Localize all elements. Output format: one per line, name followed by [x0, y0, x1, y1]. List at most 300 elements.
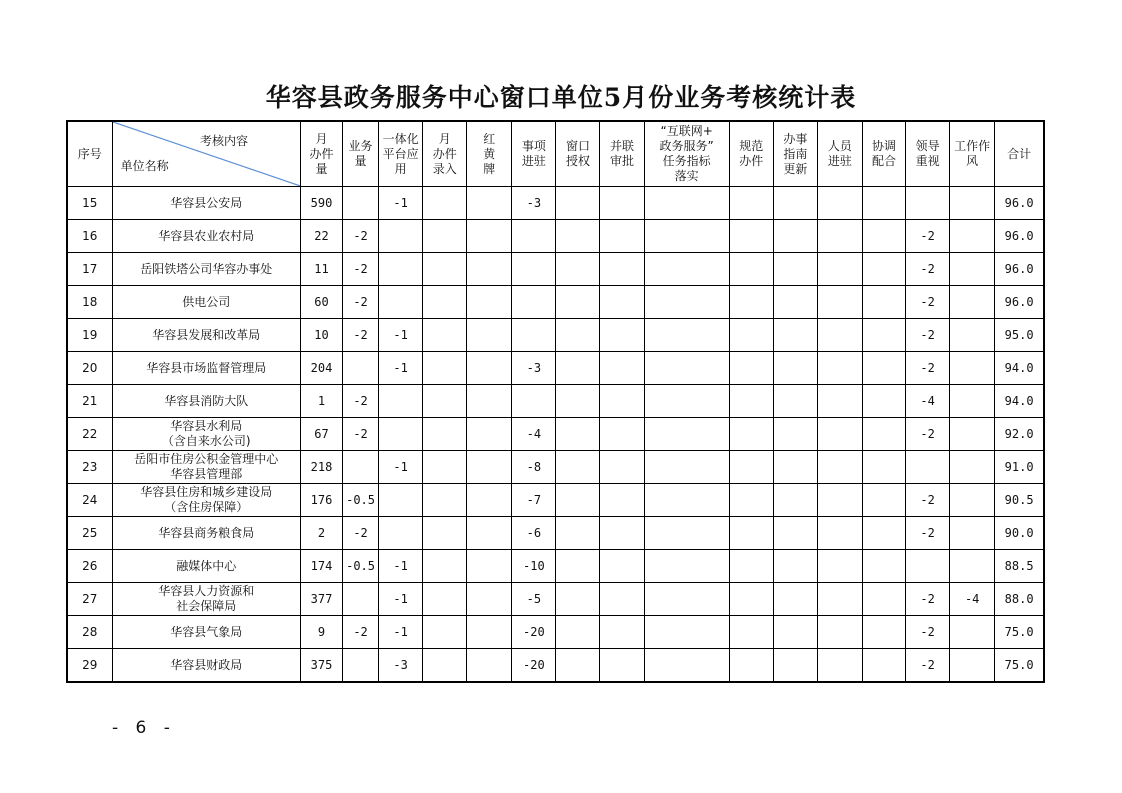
table-row — [67, 220, 1044, 253]
cell-col-15: 96.0 — [995, 286, 1044, 319]
header-col-line: 黄 — [483, 146, 496, 161]
cell-col-9 — [729, 484, 773, 517]
cell-col-1: -2 — [343, 220, 379, 253]
header-col-line: 风 — [966, 154, 979, 168]
cell-col-12 — [862, 385, 905, 418]
header-assessment-content: 考核内容 — [199, 134, 248, 148]
row-unit-name — [112, 649, 300, 683]
cell-col-1: -2 — [343, 385, 379, 418]
cell-col-12 — [862, 649, 905, 683]
row-unit-name — [112, 220, 300, 253]
cell-col-14 — [950, 550, 995, 583]
cell-col-12 — [862, 286, 905, 319]
header-col-4 — [467, 121, 512, 187]
table-row — [67, 649, 1044, 683]
cell-col-15: 96.0 — [995, 253, 1044, 286]
header-col-line: 规范 — [739, 139, 764, 153]
unit-name-line: 华容县商务粮食局 — [158, 525, 255, 540]
table-row — [67, 484, 1044, 517]
cell-col-2 — [379, 418, 423, 451]
cell-col-10 — [773, 220, 817, 253]
header-col-9 — [729, 121, 773, 187]
cell-col-0: 590 — [300, 187, 342, 220]
cell-col-4 — [467, 319, 512, 352]
cell-col-8 — [644, 220, 729, 253]
cell-col-12 — [862, 352, 905, 385]
cell-col-10 — [773, 418, 817, 451]
cell-col-0: 67 — [300, 418, 342, 451]
cell-col-14 — [950, 418, 995, 451]
header-col-line: 用 — [394, 161, 407, 176]
header-col-line: 红 — [483, 131, 496, 146]
header-col-2 — [379, 121, 423, 187]
cell-col-6 — [556, 517, 600, 550]
cell-col-14 — [950, 352, 995, 385]
cell-col-11 — [817, 253, 862, 286]
cell-col-7 — [600, 385, 644, 418]
cell-col-3 — [423, 253, 467, 286]
cell-col-10 — [773, 286, 817, 319]
header-col-line: 窗口 — [565, 139, 590, 153]
unit-name-line: 华容县消防大队 — [164, 393, 249, 408]
header-col-line: 一体化 — [382, 131, 419, 146]
cell-col-9 — [729, 418, 773, 451]
cell-col-10 — [773, 352, 817, 385]
cell-col-6 — [556, 418, 600, 451]
row-unit-name — [112, 418, 300, 451]
cell-col-15: 75.0 — [995, 616, 1044, 649]
header-col-line: 指南 — [783, 146, 808, 161]
row-seq: 23 — [67, 451, 112, 484]
cell-col-9 — [729, 583, 773, 616]
cell-col-13: -2 — [906, 616, 950, 649]
cell-col-7 — [600, 220, 644, 253]
header-col-7 — [600, 121, 644, 187]
cell-col-0: 1 — [300, 385, 342, 418]
cell-col-15: 92.0 — [995, 418, 1044, 451]
cell-col-5: -3 — [512, 352, 556, 385]
cell-col-12 — [862, 187, 905, 220]
cell-col-3 — [423, 220, 467, 253]
cell-col-9 — [729, 286, 773, 319]
table-row — [67, 451, 1044, 484]
cell-col-8 — [644, 583, 729, 616]
row-seq: 21 — [67, 385, 112, 418]
cell-col-13: -2 — [906, 253, 950, 286]
header-col-11 — [817, 121, 862, 187]
cell-col-6 — [556, 484, 600, 517]
cell-col-3 — [423, 418, 467, 451]
cell-col-6 — [556, 286, 600, 319]
cell-col-3 — [423, 286, 467, 319]
cell-col-13: -2 — [906, 286, 950, 319]
cell-col-12 — [862, 484, 905, 517]
cell-col-5 — [512, 286, 556, 319]
table-row — [67, 286, 1044, 319]
cell-col-15: 75.0 — [995, 649, 1044, 683]
cell-col-15: 88.0 — [995, 583, 1044, 616]
cell-col-0: 9 — [300, 616, 342, 649]
cell-col-8 — [644, 385, 729, 418]
unit-name-line: 华容县水利局 — [170, 419, 243, 433]
unit-name-line: 华容县公安局 — [170, 195, 243, 210]
cell-col-10 — [773, 484, 817, 517]
row-seq: 26 — [67, 550, 112, 583]
cell-col-7 — [600, 517, 644, 550]
cell-col-11 — [817, 649, 862, 683]
cell-col-6 — [556, 583, 600, 616]
cell-col-11 — [817, 220, 862, 253]
unit-name-line: 华容县气象局 — [170, 624, 243, 639]
cell-col-5: -3 — [512, 187, 556, 220]
row-unit-name — [112, 484, 300, 517]
cell-col-4 — [467, 385, 512, 418]
cell-col-13: -2 — [906, 517, 950, 550]
cell-col-8 — [644, 517, 729, 550]
row-unit-name — [112, 253, 300, 286]
cell-col-8 — [644, 649, 729, 683]
cell-col-4 — [467, 253, 512, 286]
cell-col-6 — [556, 220, 600, 253]
row-seq: 18 — [67, 286, 112, 319]
cell-col-5: -20 — [512, 649, 556, 683]
cell-col-12 — [862, 418, 905, 451]
cell-col-1 — [343, 352, 379, 385]
cell-col-0: 2 — [300, 517, 342, 550]
cell-col-4 — [467, 517, 512, 550]
row-seq: 16 — [67, 220, 112, 253]
cell-col-4 — [467, 187, 512, 220]
cell-col-3 — [423, 616, 467, 649]
cell-col-1: -0.5 — [343, 550, 379, 583]
cell-col-5 — [512, 220, 556, 253]
cell-col-0: 174 — [300, 550, 342, 583]
cell-col-4 — [467, 418, 512, 451]
table-row — [67, 517, 1044, 550]
cell-col-6 — [556, 550, 600, 583]
header-col-line: 进驻 — [827, 154, 852, 168]
table-row — [67, 550, 1044, 583]
cell-col-9 — [729, 352, 773, 385]
header-col-3 — [423, 121, 467, 187]
cell-col-14 — [950, 484, 995, 517]
cell-col-3 — [423, 352, 467, 385]
cell-col-15: 91.0 — [995, 451, 1044, 484]
header-col-14 — [950, 121, 995, 187]
cell-col-14 — [950, 385, 995, 418]
unit-name-line: 华容县市场监督管理局 — [146, 360, 267, 375]
cell-col-2: -1 — [379, 550, 423, 583]
cell-col-14: -4 — [950, 583, 995, 616]
cell-col-10 — [773, 253, 817, 286]
header-col-6 — [556, 121, 600, 187]
unit-name-line: 华容县人力资源和 — [158, 584, 255, 598]
page-title: 华容县政务服务中心窗口单位5月份业务考核统计表 — [265, 83, 857, 112]
cell-col-1 — [343, 451, 379, 484]
cell-col-8 — [644, 187, 729, 220]
header-seq: 序号 — [67, 121, 112, 187]
cell-col-6 — [556, 616, 600, 649]
cell-col-5: -5 — [512, 583, 556, 616]
assessment-table — [66, 120, 1045, 683]
cell-col-8 — [644, 319, 729, 352]
unit-name-line: 华容县管理部 — [170, 467, 243, 481]
cell-col-10 — [773, 649, 817, 683]
header-col-line: 人员 — [827, 139, 852, 153]
cell-col-8 — [644, 484, 729, 517]
row-unit-name — [112, 352, 300, 385]
cell-col-8 — [644, 418, 729, 451]
cell-col-13: -2 — [906, 352, 950, 385]
table-body — [67, 187, 1044, 683]
cell-col-6 — [556, 451, 600, 484]
row-unit-name — [112, 451, 300, 484]
header-col-line: 工作作 — [954, 139, 991, 153]
cell-col-11 — [817, 550, 862, 583]
cell-col-7 — [600, 418, 644, 451]
cell-col-4 — [467, 484, 512, 517]
diagonal-line — [113, 122, 300, 186]
cell-col-2 — [379, 385, 423, 418]
header-col-8 — [644, 121, 729, 187]
cell-col-9 — [729, 451, 773, 484]
cell-col-15: 96.0 — [995, 187, 1044, 220]
cell-col-5 — [512, 253, 556, 286]
cell-col-4 — [467, 286, 512, 319]
header-col-line: 政务服务” — [659, 139, 714, 153]
header-col-line: 办件 — [739, 154, 764, 168]
header-col-line: 业务 — [348, 139, 373, 153]
cell-col-2 — [379, 286, 423, 319]
cell-col-7 — [600, 649, 644, 683]
row-seq: 27 — [67, 583, 112, 616]
cell-col-1: -2 — [343, 418, 379, 451]
header-col-line: 并联 — [610, 139, 635, 153]
cell-col-13: -2 — [906, 484, 950, 517]
header-col-line: 落实 — [674, 169, 699, 183]
cell-col-15: 95.0 — [995, 319, 1044, 352]
cell-col-10 — [773, 385, 817, 418]
unit-name-line: 华容县财政局 — [170, 657, 243, 672]
header-col-line: 量 — [354, 154, 367, 168]
cell-col-6 — [556, 187, 600, 220]
row-unit-name — [112, 583, 300, 616]
header-col-line: 平台应 — [382, 146, 419, 161]
cell-col-4 — [467, 616, 512, 649]
cell-col-7 — [600, 286, 644, 319]
cell-col-13 — [906, 187, 950, 220]
row-seq: 28 — [67, 616, 112, 649]
unit-name-line: （含自来水公司) — [161, 434, 251, 448]
cell-col-11 — [817, 583, 862, 616]
unit-name-line: 华容县发展和改革局 — [152, 327, 261, 342]
header-col-line: 进驻 — [521, 154, 546, 168]
cell-col-10 — [773, 517, 817, 550]
cell-col-12 — [862, 616, 905, 649]
cell-col-7 — [600, 451, 644, 484]
cell-col-12 — [862, 550, 905, 583]
cell-col-1 — [343, 649, 379, 683]
row-unit-name — [112, 187, 300, 220]
cell-col-10 — [773, 616, 817, 649]
header-diagonal-cell — [112, 121, 300, 187]
cell-col-8 — [644, 352, 729, 385]
cell-col-13: -4 — [906, 385, 950, 418]
cell-col-9 — [729, 649, 773, 683]
cell-col-7 — [600, 616, 644, 649]
cell-col-11 — [817, 517, 862, 550]
table-row — [67, 253, 1044, 286]
cell-col-11 — [817, 484, 862, 517]
cell-col-4 — [467, 649, 512, 683]
unit-name-line: 岳阳市住房公积金管理中心 — [134, 452, 279, 466]
header-col-line: 更新 — [783, 161, 808, 176]
unit-name-line: 社会保障局 — [176, 599, 237, 613]
row-unit-name — [112, 616, 300, 649]
cell-col-15: 94.0 — [995, 352, 1044, 385]
cell-col-9 — [729, 517, 773, 550]
cell-col-9 — [729, 616, 773, 649]
cell-col-0: 375 — [300, 649, 342, 683]
cell-col-7 — [600, 187, 644, 220]
cell-col-0: 176 — [300, 484, 342, 517]
cell-col-15: 96.0 — [995, 220, 1044, 253]
cell-col-1: -2 — [343, 286, 379, 319]
row-seq: 19 — [67, 319, 112, 352]
cell-col-0: 377 — [300, 583, 342, 616]
unit-name-line: 岳阳铁塔公司华容办事处 — [140, 261, 273, 276]
cell-col-7 — [600, 550, 644, 583]
cell-col-2: -1 — [379, 583, 423, 616]
header-col-10 — [773, 121, 817, 187]
cell-col-13 — [906, 451, 950, 484]
cell-col-3 — [423, 451, 467, 484]
cell-col-1 — [343, 583, 379, 616]
page-number: - 6 - — [112, 718, 176, 738]
cell-col-0: 60 — [300, 286, 342, 319]
header-col-line: 办件 — [309, 146, 334, 161]
cell-col-15: 90.0 — [995, 517, 1044, 550]
cell-col-5: -20 — [512, 616, 556, 649]
cell-col-12 — [862, 253, 905, 286]
header-col-line: 录入 — [432, 161, 457, 176]
cell-col-2: -1 — [379, 319, 423, 352]
cell-col-7 — [600, 352, 644, 385]
cell-col-9 — [729, 220, 773, 253]
cell-col-5 — [512, 319, 556, 352]
cell-col-6 — [556, 649, 600, 683]
cell-col-14 — [950, 253, 995, 286]
cell-col-3 — [423, 187, 467, 220]
header-col-0 — [300, 121, 342, 187]
unit-name-line: 华容县农业农村局 — [158, 228, 255, 243]
table-row — [67, 418, 1044, 451]
header-col-line: 办件 — [432, 146, 457, 161]
cell-col-1: -2 — [343, 616, 379, 649]
row-seq: 22 — [67, 418, 112, 451]
header-col-13 — [906, 121, 950, 187]
cell-col-12 — [862, 451, 905, 484]
cell-col-15: 88.5 — [995, 550, 1044, 583]
header-col-line: 月 — [315, 131, 328, 146]
row-seq: 29 — [67, 649, 112, 683]
cell-col-3 — [423, 550, 467, 583]
cell-col-0: 22 — [300, 220, 342, 253]
cell-col-8 — [644, 253, 729, 286]
table-header-row — [67, 121, 1044, 187]
header-col-line: 领导 — [915, 139, 940, 153]
header-col-line: 配合 — [872, 154, 897, 168]
cell-col-8 — [644, 451, 729, 484]
header-col-line: 月 — [438, 131, 451, 146]
cell-col-5: -6 — [512, 517, 556, 550]
cell-col-0: 204 — [300, 352, 342, 385]
cell-col-7 — [600, 484, 644, 517]
header-col-line: 合计 — [1007, 146, 1032, 161]
cell-col-11 — [817, 385, 862, 418]
cell-col-13: -2 — [906, 220, 950, 253]
cell-col-12 — [862, 517, 905, 550]
cell-col-5: -7 — [512, 484, 556, 517]
cell-col-14 — [950, 319, 995, 352]
cell-col-4 — [467, 550, 512, 583]
header-col-line: 协调 — [872, 139, 897, 153]
cell-col-5: -10 — [512, 550, 556, 583]
cell-col-5: -4 — [512, 418, 556, 451]
cell-col-4 — [467, 451, 512, 484]
cell-col-14 — [950, 649, 995, 683]
cell-col-12 — [862, 220, 905, 253]
unit-name-line: （含住房保障） — [164, 500, 249, 514]
cell-col-6 — [556, 385, 600, 418]
cell-col-13: -2 — [906, 418, 950, 451]
header-col-5 — [512, 121, 556, 187]
row-seq: 25 — [67, 517, 112, 550]
cell-col-1 — [343, 187, 379, 220]
cell-col-9 — [729, 319, 773, 352]
cell-col-0: 11 — [300, 253, 342, 286]
cell-col-6 — [556, 253, 600, 286]
cell-col-4 — [467, 583, 512, 616]
cell-col-11 — [817, 418, 862, 451]
cell-col-13: -2 — [906, 583, 950, 616]
cell-col-9 — [729, 550, 773, 583]
header-col-line: 量 — [315, 161, 328, 176]
cell-col-2 — [379, 484, 423, 517]
unit-name-line: 华容县住房和城乡建设局 — [140, 485, 273, 499]
cell-col-3 — [423, 319, 467, 352]
row-unit-name — [112, 385, 300, 418]
cell-col-7 — [600, 319, 644, 352]
header-col-line: 任务指标 — [662, 154, 711, 168]
cell-col-2: -1 — [379, 187, 423, 220]
cell-col-13: -2 — [906, 649, 950, 683]
cell-col-9 — [729, 187, 773, 220]
table-row — [67, 385, 1044, 418]
row-seq: 17 — [67, 253, 112, 286]
cell-col-15: 94.0 — [995, 385, 1044, 418]
header-col-15 — [995, 121, 1044, 187]
cell-col-12 — [862, 319, 905, 352]
cell-col-14 — [950, 451, 995, 484]
unit-name-line: 融媒体中心 — [176, 558, 237, 573]
header-col-12 — [862, 121, 905, 187]
cell-col-11 — [817, 451, 862, 484]
table-row — [67, 352, 1044, 385]
cell-col-14 — [950, 220, 995, 253]
cell-col-9 — [729, 385, 773, 418]
header-col-line: 审批 — [610, 154, 635, 168]
